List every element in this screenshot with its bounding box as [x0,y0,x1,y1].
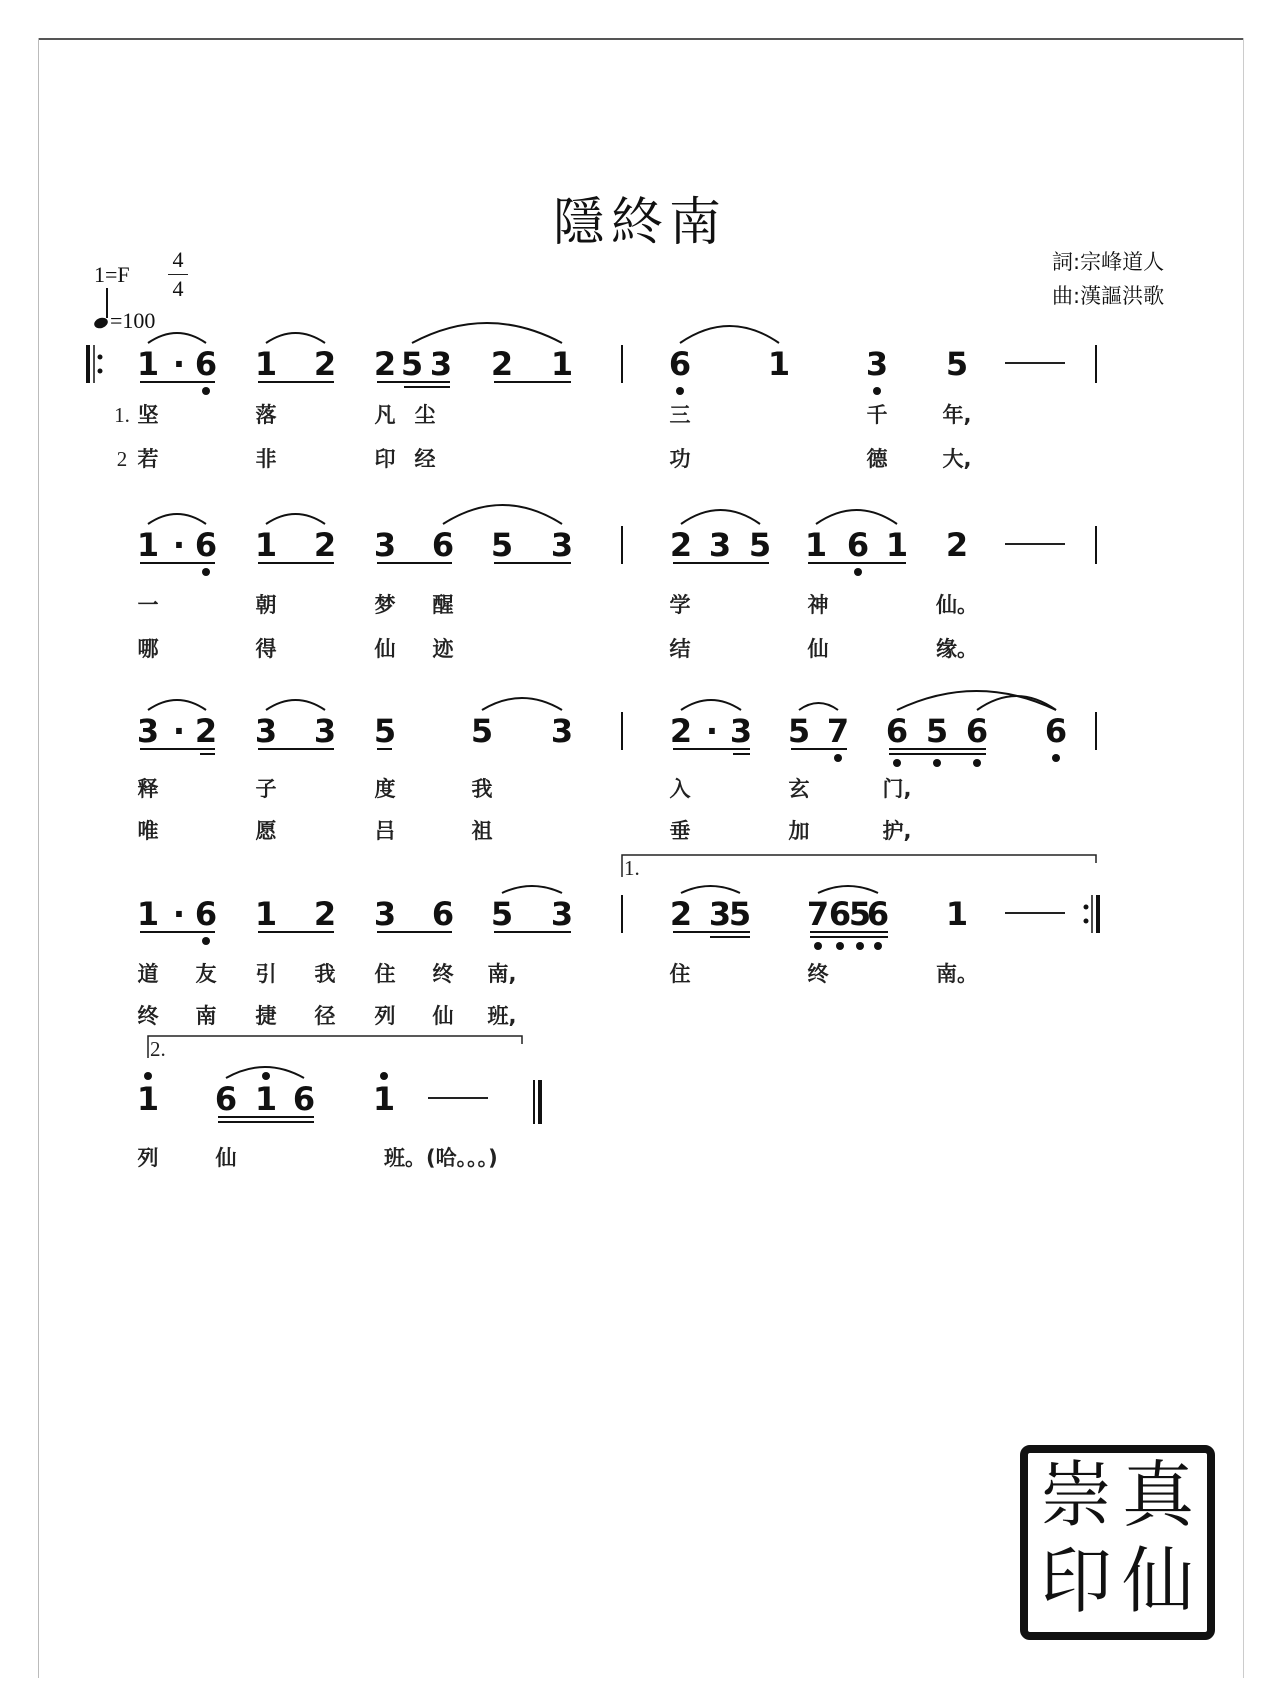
repeat-dot [1084,905,1089,910]
lyric-char: 仙。 [936,593,978,617]
low-octave-dot [873,387,881,395]
note-5: 5 [490,526,514,564]
lyric-char: 南 [195,1004,217,1028]
lyric-char: 坚 [137,403,159,427]
time-signature-bottom: 4 [172,276,184,301]
lyric-char: 1. [114,403,130,427]
lyric-char: 三 [669,403,691,427]
note-6: 6 [885,712,909,750]
lyric-char: 径 [314,1004,336,1028]
note-2: 2 [669,526,693,564]
lyric-char: 哪 [137,637,159,661]
note-1: 1 [254,526,278,564]
tempo-value: =100 [110,308,156,333]
volta-number: 1. [624,856,640,880]
lyric-char: 朝 [255,593,277,617]
note-2: 2 [313,345,337,383]
lyric-char: 班。(哈。。。) [384,1146,498,1170]
lyric-char: 印 [374,447,396,471]
slur-arc [799,703,838,710]
slur-arc [502,886,562,893]
song-title: 隱終南 [552,193,727,253]
lyric-char: 结 [669,637,691,661]
lyric-char: 班, [487,1004,517,1028]
lyric-char: 仙 [215,1146,237,1170]
dot-augmentation: · [172,526,186,564]
lyric-char: 我 [314,962,336,986]
note-3: 3 [313,712,337,750]
low-octave-dot [676,387,684,395]
lyric-char: 经 [414,447,436,471]
low-octave-dot [1052,754,1060,762]
note-5: 5 [728,895,752,933]
lyric-char: 列 [374,1004,396,1028]
dot-augmentation: · [172,345,186,383]
dot-augmentation: · [705,712,719,750]
note-1: 1 [136,1080,160,1118]
note-6: 6 [846,526,870,564]
note-2: 2 [945,526,969,564]
lyric-char: 列 [137,1146,159,1170]
composer-credit: 曲:漢謳洪歌 [1052,284,1165,308]
lyric-char: 唯 [137,819,159,843]
note-1: 1 [885,526,909,564]
lyric-char: 2 [116,447,128,471]
lyric-char: 友 [195,962,217,986]
lyric-char: 终 [137,1004,159,1028]
lyric-char: 护, [882,819,912,843]
lyric-char: 释 [137,777,159,801]
note-5: 5 [848,895,872,933]
note-6: 6 [292,1080,316,1118]
note-1: 1 [945,895,969,933]
note-1: 1 [254,345,278,383]
slur-arc [443,505,562,524]
slur-arc [897,691,1056,710]
low-octave-dot [854,568,862,576]
low-octave-dot [856,942,864,950]
repeat-dot [98,369,103,374]
slur-arc [816,510,897,524]
slur-arc [681,886,740,893]
lyric-char: 大, [942,447,972,471]
lyric-char: 一 [137,593,159,617]
slur-arc [266,333,325,343]
seal-char: 真 [1122,1453,1195,1537]
lyric-char: 我 [471,777,493,801]
slur-arc [412,323,562,343]
note-2: 2 [373,345,397,383]
lyric-char: 住 [374,962,396,986]
low-octave-dot [874,942,882,950]
lyric-char: 南。 [936,962,978,986]
note-5: 5 [748,526,772,564]
lyric-char: 引 [255,962,277,986]
note-1: 1 [550,345,574,383]
lyric-char: 凡 [374,403,396,427]
lyric-char: 门, [882,777,912,801]
note-2: 2 [313,526,337,564]
note-1: 1 [254,895,278,933]
note-3: 3 [550,895,574,933]
note-3: 3 [708,526,732,564]
note-6: 6 [965,712,989,750]
note-5: 5 [470,712,494,750]
lyric-char: 仙 [807,637,829,661]
note-2: 2 [669,895,693,933]
low-octave-dot [973,759,981,767]
note-6: 6 [194,345,218,383]
seal-char: 印 [1040,1539,1113,1623]
repeat-dot [98,355,103,360]
volta-bracket [148,1036,522,1058]
slur-arc [681,510,760,524]
lyric-char: 千 [866,403,888,427]
lyric-char: 醒 [432,593,454,617]
note-6: 6 [431,526,455,564]
lyric-char: 子 [255,777,277,801]
note-1: 1 [136,895,160,933]
note-5: 5 [925,712,949,750]
lyric-char: 落 [255,403,277,427]
lyric-char: 终 [432,962,454,986]
lyric-char: 迹 [432,637,454,661]
note-5: 5 [400,345,424,383]
lyric-char: 祖 [471,819,493,843]
lyric-char: 得 [255,637,277,661]
note-6: 6 [214,1080,238,1118]
lyric-char: 玄 [788,777,810,801]
slur-arc [482,698,562,710]
low-octave-dot [814,942,822,950]
note-6: 6 [194,895,218,933]
slur-arc [148,514,206,524]
note-6: 6 [194,526,218,564]
note-1: 1 [767,345,791,383]
note-7: 7 [826,712,850,750]
note-5: 5 [373,712,397,750]
lyric-char: 非 [255,447,277,471]
lyric-char: 加 [788,819,810,843]
note-6: 6 [828,895,852,933]
high-octave-dot [380,1072,388,1080]
note-3: 3 [373,895,397,933]
low-octave-dot [893,759,901,767]
note-7: 7 [806,895,830,933]
note-3: 3 [136,712,160,750]
note-5: 5 [945,345,969,383]
dot-augmentation: · [172,712,186,750]
repeat-dot [1084,919,1089,924]
note-6: 6 [431,895,455,933]
volta-bracket [622,855,1096,877]
high-octave-dot [144,1072,152,1080]
slur-arc [266,514,325,524]
lyric-char: 道 [137,962,159,986]
note-2: 2 [313,895,337,933]
note-2: 2 [194,712,218,750]
low-octave-dot [933,759,941,767]
note-6: 6 [1044,712,1068,750]
note-1: 1 [372,1080,396,1118]
note-5: 5 [490,895,514,933]
lyric-char: 愿 [255,819,277,843]
score-row-5 [137,1036,540,1170]
lyric-char: 缘。 [936,637,978,661]
note-3: 3 [373,526,397,564]
lyric-char: 度 [374,777,396,801]
slur-arc [977,696,1056,710]
high-octave-dot [262,1072,270,1080]
note-2: 2 [490,345,514,383]
lyric-char: 神 [807,593,829,617]
slur-arc [148,333,206,343]
low-octave-dot [202,568,210,576]
note-3: 3 [429,345,453,383]
lyric-char: 若 [137,447,159,471]
note-3: 3 [708,895,732,933]
note-1: 1 [254,1080,278,1118]
lyric-char: 垂 [669,819,691,843]
seal-char: 仙 [1122,1539,1195,1623]
lyric-char: 捷 [255,1004,277,1028]
lyricist-credit: 詞:宗峰道人 [1052,250,1165,274]
time-signature-top: 4 [172,247,184,272]
low-octave-dot [834,754,842,762]
lyric-char: 住 [669,962,691,986]
score-row-3 [137,691,1096,843]
note-5: 5 [787,712,811,750]
note-3: 3 [550,712,574,750]
slur-arc [680,326,779,343]
note-6: 6 [866,895,890,933]
note-1: 1 [136,345,160,383]
slur-arc [818,886,878,893]
note-2: 2 [669,712,693,750]
lyric-char: 尘 [414,403,436,427]
note-1: 1 [136,526,160,564]
score-row-4 [137,855,1098,1028]
note-6: 6 [668,345,692,383]
lyric-char: 仙 [374,637,396,661]
lyric-char: 学 [669,593,691,617]
lyric-char: 南, [487,962,517,986]
score-row-1 [88,323,1096,471]
lyric-char: 入 [669,777,691,801]
slur-arc [681,700,741,710]
lyric-char: 年, [942,403,972,427]
dot-augmentation: · [172,895,186,933]
note-3: 3 [865,345,889,383]
note-3: 3 [550,526,574,564]
slur-arc [148,700,206,710]
low-octave-dot [202,387,210,395]
low-octave-dot [836,942,844,950]
low-octave-dot [202,937,210,945]
score-row-2 [137,505,1096,661]
lyric-char: 梦 [374,593,396,617]
key-signature: 1=F [94,262,130,287]
lyric-char: 仙 [432,1004,454,1028]
volta-number: 2. [150,1037,166,1061]
note-1: 1 [804,526,828,564]
lyric-char: 吕 [374,819,396,843]
slur-arc [266,700,325,710]
seal-char: 崇 [1040,1453,1113,1537]
lyric-char: 德 [866,447,888,471]
lyric-char: 功 [669,447,691,471]
red-seal-stamp [1020,1445,1215,1640]
note-3: 3 [254,712,278,750]
lyric-char: 终 [807,962,829,986]
note-3: 3 [729,712,753,750]
